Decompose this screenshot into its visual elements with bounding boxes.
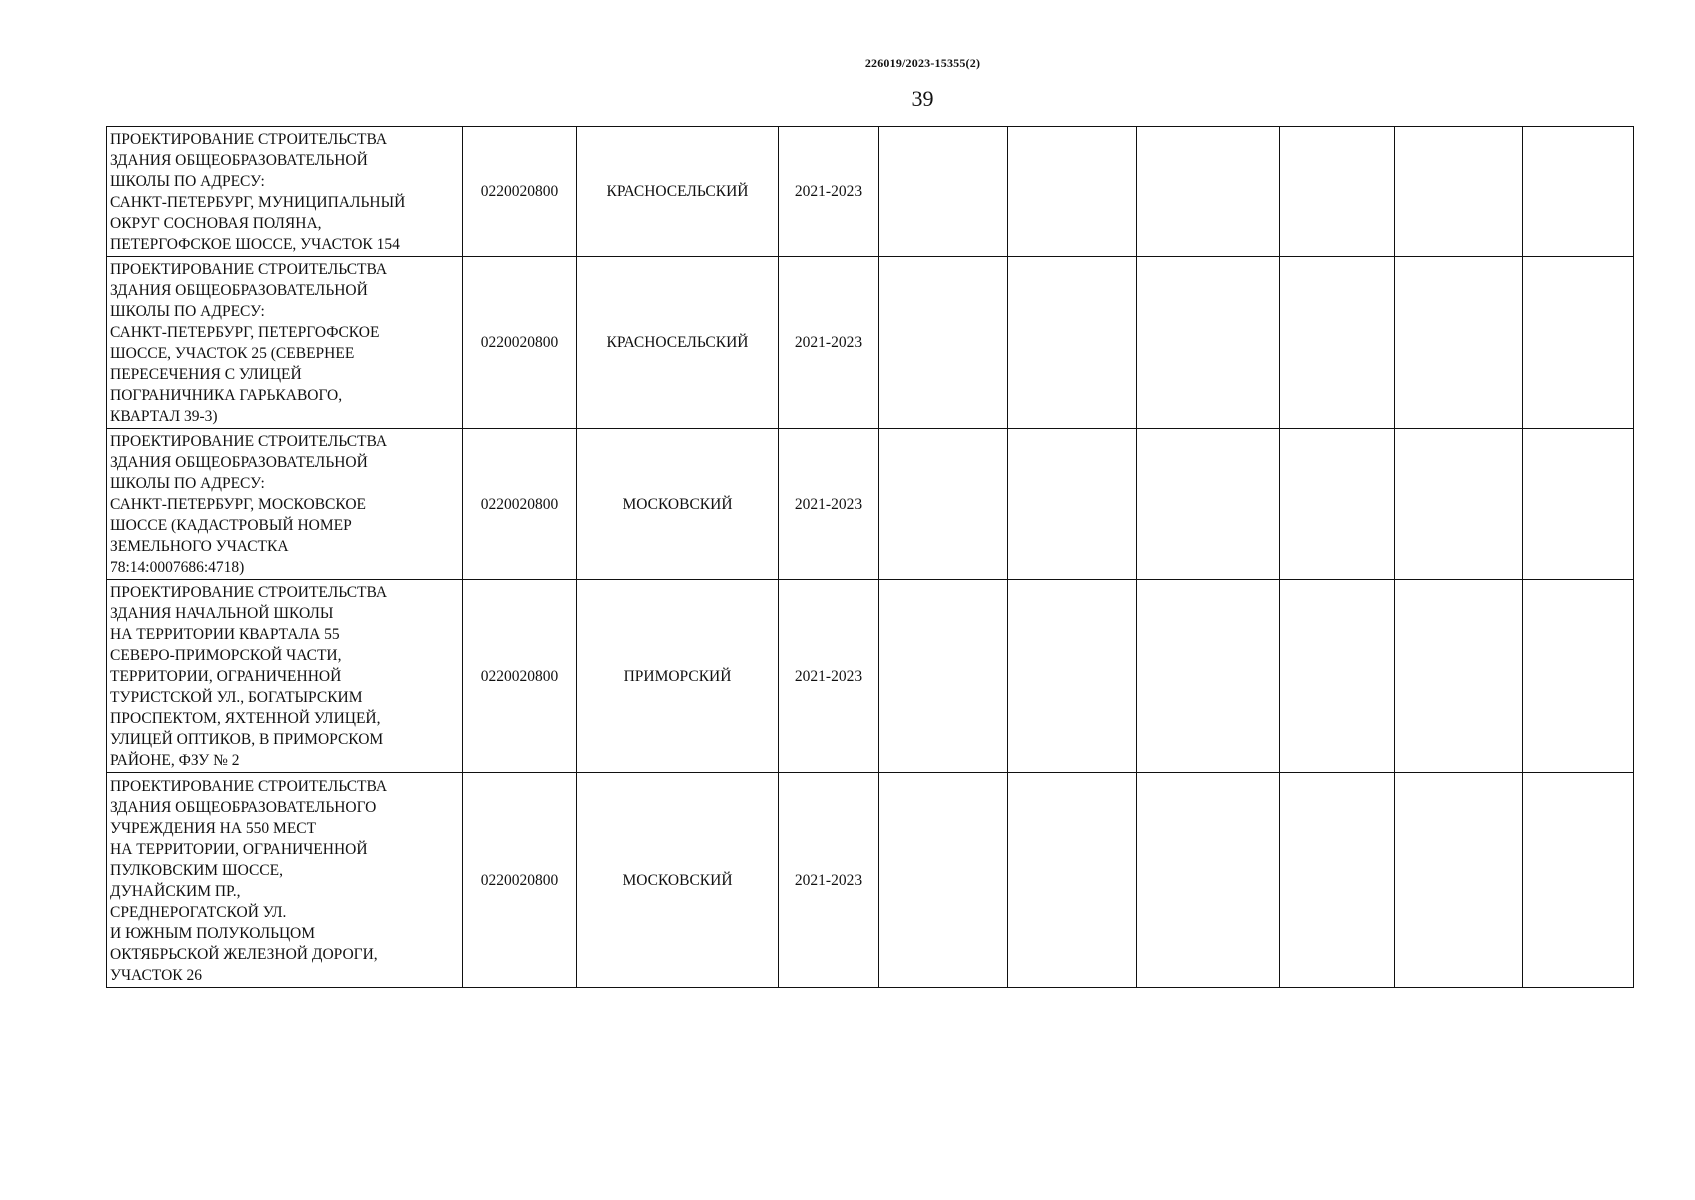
table-row (107, 773, 1634, 988)
budget-code-cell: 0220020800 (463, 257, 577, 429)
empty-cell (1395, 257, 1523, 429)
empty-cell (879, 429, 1008, 580)
empty-cell (1137, 127, 1280, 257)
empty-cell (1523, 773, 1634, 988)
empty-cell (1395, 773, 1523, 988)
empty-cell (1008, 127, 1137, 257)
empty-cell (1137, 773, 1280, 988)
table-row (107, 429, 1634, 580)
budget-code-cell: 0220020800 (463, 580, 577, 773)
budget-code-cell: 0220020800 (463, 429, 577, 580)
period-cell: 2021-2023 (779, 773, 879, 988)
empty-cell (1008, 773, 1137, 988)
budget-table (106, 126, 1634, 988)
period-cell: 2021-2023 (779, 429, 879, 580)
empty-cell (1137, 429, 1280, 580)
object-name-cell: ПРОЕКТИРОВАНИЕ СТРОИТЕЛЬСТВА ЗДАНИЯ ОБЩЕОБРАЗОВАТЕЛЬНОЙ ШКОЛЫ ПО АДРЕСУ: САНКТ-ПЕТЕРБУРГ, МУНИЦИПАЛЬНЫЙ ОКРУГ СОСНОВАЯ ПОЛЯНА, ПЕТЕРГОФСКОЕ ШОССЕ, УЧАСТОК 154 (107, 127, 463, 257)
table-row (107, 127, 1634, 257)
empty-cell (1280, 773, 1395, 988)
period-cell: 2021-2023 (779, 257, 879, 429)
empty-cell (879, 127, 1008, 257)
empty-cell (1523, 580, 1634, 773)
empty-cell (1523, 257, 1634, 429)
budget-code-cell: 0220020800 (463, 773, 577, 988)
empty-cell (1523, 127, 1634, 257)
empty-cell (1008, 580, 1137, 773)
district-cell: МОСКОВСКИЙ (577, 429, 779, 580)
empty-cell (879, 773, 1008, 988)
empty-cell (1137, 257, 1280, 429)
empty-cell (1280, 580, 1395, 773)
document-number: 226019/2023-15355(2) (864, 56, 981, 70)
empty-cell (1280, 257, 1395, 429)
empty-cell (879, 257, 1008, 429)
empty-cell (1395, 429, 1523, 580)
object-name-cell: ПРОЕКТИРОВАНИЕ СТРОИТЕЛЬСТВА ЗДАНИЯ ОБЩЕОБРАЗОВАТЕЛЬНОГО УЧРЕЖДЕНИЯ НА 550 МЕСТ НА ТЕРРИТОРИИ, ОГРАНИЧЕННОЙ ПУЛКОВСКИМ ШОССЕ, ДУНАЙСКИМ ПР., СРЕДНЕРОГАТСКОЙ УЛ. И ЮЖНЫМ ПОЛУКОЛЬЦОМ ОКТЯБРЬСКОЙ ЖЕЛЕЗНОЙ ДОРОГИ, УЧАСТОК 26 (107, 773, 463, 988)
object-name-cell: ПРОЕКТИРОВАНИЕ СТРОИТЕЛЬСТВА ЗДАНИЯ НАЧАЛЬНОЙ ШКОЛЫ НА ТЕРРИТОРИИ КВАРТАЛА 55 СЕВЕРО-ПРИМОРСКОЙ ЧАСТИ, ТЕРРИТОРИИ, ОГРАНИЧЕННОЙ ТУРИСТСКОЙ УЛ., БОГАТЫРСКИМ ПРОСПЕКТОМ, ЯХТЕННОЙ УЛИЦЕЙ, УЛИЦЕЙ ОПТИКОВ, В ПРИМОРСКОМ РАЙОНЕ, ФЗУ № 2 (107, 580, 463, 773)
empty-cell (1395, 127, 1523, 257)
table-row (107, 257, 1634, 429)
empty-cell (1008, 429, 1137, 580)
district-cell: МОСКОВСКИЙ (577, 773, 779, 988)
empty-cell (879, 580, 1008, 773)
district-cell: ПРИМОРСКИЙ (577, 580, 779, 773)
empty-cell (1395, 580, 1523, 773)
district-cell: КРАСНОСЕЛЬСКИЙ (577, 127, 779, 257)
empty-cell (1280, 127, 1395, 257)
empty-cell (1008, 257, 1137, 429)
period-cell: 2021-2023 (779, 580, 879, 773)
empty-cell (1523, 429, 1634, 580)
district-cell: КРАСНОСЕЛЬСКИЙ (577, 257, 779, 429)
empty-cell (1280, 429, 1395, 580)
table-row (107, 580, 1634, 773)
budget-code-cell: 0220020800 (463, 127, 577, 257)
empty-cell (1137, 580, 1280, 773)
object-name-cell: ПРОЕКТИРОВАНИЕ СТРОИТЕЛЬСТВА ЗДАНИЯ ОБЩЕОБРАЗОВАТЕЛЬНОЙ ШКОЛЫ ПО АДРЕСУ: САНКТ-ПЕТЕРБУРГ, ПЕТЕРГОФСКОЕ ШОССЕ, УЧАСТОК 25 (СЕВЕРНЕЕ ПЕРЕСЕЧЕНИЯ С УЛИЦЕЙ ПОГРАНИЧНИКА ГАРЬКАВОГО, КВАРТАЛ 39-3) (107, 257, 463, 429)
page-number: 39 (911, 86, 934, 111)
period-cell: 2021-2023 (779, 127, 879, 257)
object-name-cell: ПРОЕКТИРОВАНИЕ СТРОИТЕЛЬСТВА ЗДАНИЯ ОБЩЕОБРАЗОВАТЕЛЬНОЙ ШКОЛЫ ПО АДРЕСУ: САНКТ-ПЕТЕРБУРГ, МОСКОВСКОЕ ШОССЕ (КАДАСТРОВЫЙ НОМЕР ЗЕМЕЛЬНОГО УЧАСТКА 78:14:0007686:4718) (107, 429, 463, 580)
